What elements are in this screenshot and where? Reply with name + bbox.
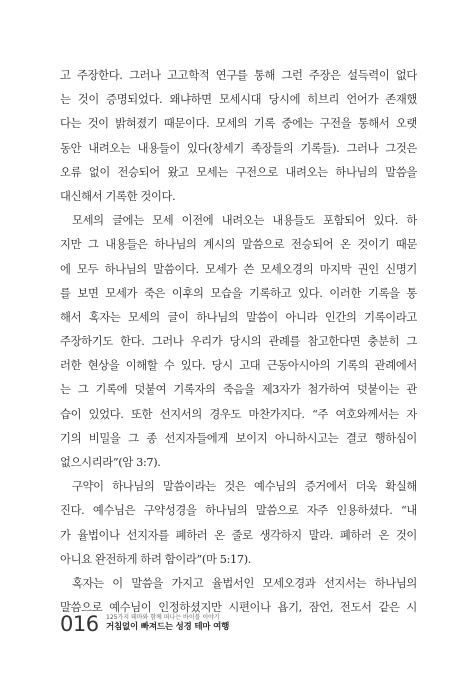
text-line: 고 주장한다. 그러나 고고학적 연구를 통해 그런 주장은 설득력이 없다 [60,69,417,82]
text-line: 대신해서 기록한 것이다. [60,189,176,203]
text-line: 를 보면 모세가 죽은 이후의 모습을 기록하고 있다. 이러한 기록을 통 [60,286,417,300]
text-line: 주장하기도 한다. 그러나 우리가 당시의 관례를 참고한다면 충분히 그 [60,335,417,349]
text-line: 진다. 예수님은 구약성경을 하나님의 말씀으로 자주 인용하셨다. “내 [60,504,417,518]
book-title: 거침없이 빠져드는 성경 테마 여행 [106,622,230,632]
text-line: 습이 있었다. 또한 선지서의 경우도 마찬가지다. “주 여호와께서는 자 [60,407,417,421]
text-line: 해서 혹자는 모세의 글이 하나님의 말씀이 아니라 인간의 기록이라고 [60,310,417,324]
text-line: 말씀으로 예수님이 인정하셨지만 시편이나 욥기, 잠언, 전도서 같은 시 [60,601,417,615]
paragraph-first-line: 혹자는 이 말씀을 가지고 율법서인 모세오경과 선지서는 하나님의 [72,576,417,590]
text-line: 다는 것이 밝혀졌기 때문이다. 모세의 기록 중에는 구전을 통해서 오랫 [60,117,417,131]
text-line: 지만 그 내용들은 하나님의 계시의 말씀으로 전승되어 온 것이기 때문 [60,238,417,252]
text-line: 없으시리라”(암 3:7). [60,456,161,469]
series-subtitle: 125가지 테마와 함께 떠나는 바이블 이야기 [106,614,220,621]
text-line: 오류 없이 전승되어 왔고 모세는 구전으로 내려오는 하나님의 말씀을 [60,165,417,179]
paragraph-first-line: 구약이 하나님의 말씀이라는 것은 예수님의 증거에서 더욱 확실해 [72,480,417,494]
text-line: 는 것이 증명되었다. 왜냐하면 모세시대 당시에 히브리 언어가 존재했 [60,93,417,107]
page-number: 016 [60,612,99,636]
running-head [106,614,229,633]
text-line: 동안 내려오는 내용들이 있다(창세기 족장들의 기록들). 그러나 그것은 [60,141,417,155]
text-line: 는 그 기록에 덧붙여 기록자의 죽음을 제3자가 첨가하여 덧붙이는 관 [60,383,417,397]
text-line: 에 모두 하나님의 말씀이다. 모세가 쓴 모세오경의 마지막 권인 신명기 [60,262,417,276]
text-line: 기의 비밀을 그 종 선지자들에게 보이지 아니하시고는 결코 행하심이 [60,431,417,445]
paragraph-first-line: 모세의 글에는 모세 이전에 내려오는 내용들도 포함되어 있다. 하 [72,214,417,228]
body-text [60,64,417,620]
text-line: 아니요 완전하게 하려 함이라”(마 5:17). [60,552,252,566]
text-line: 가 율법이나 선지자를 폐하러 온 줄로 생각하지 말라. 폐하러 온 것이 [60,528,417,542]
text-line: 러한 현상을 이해할 수 있다. 당시 고대 근동아시아의 기록의 관례에서 [60,359,417,373]
